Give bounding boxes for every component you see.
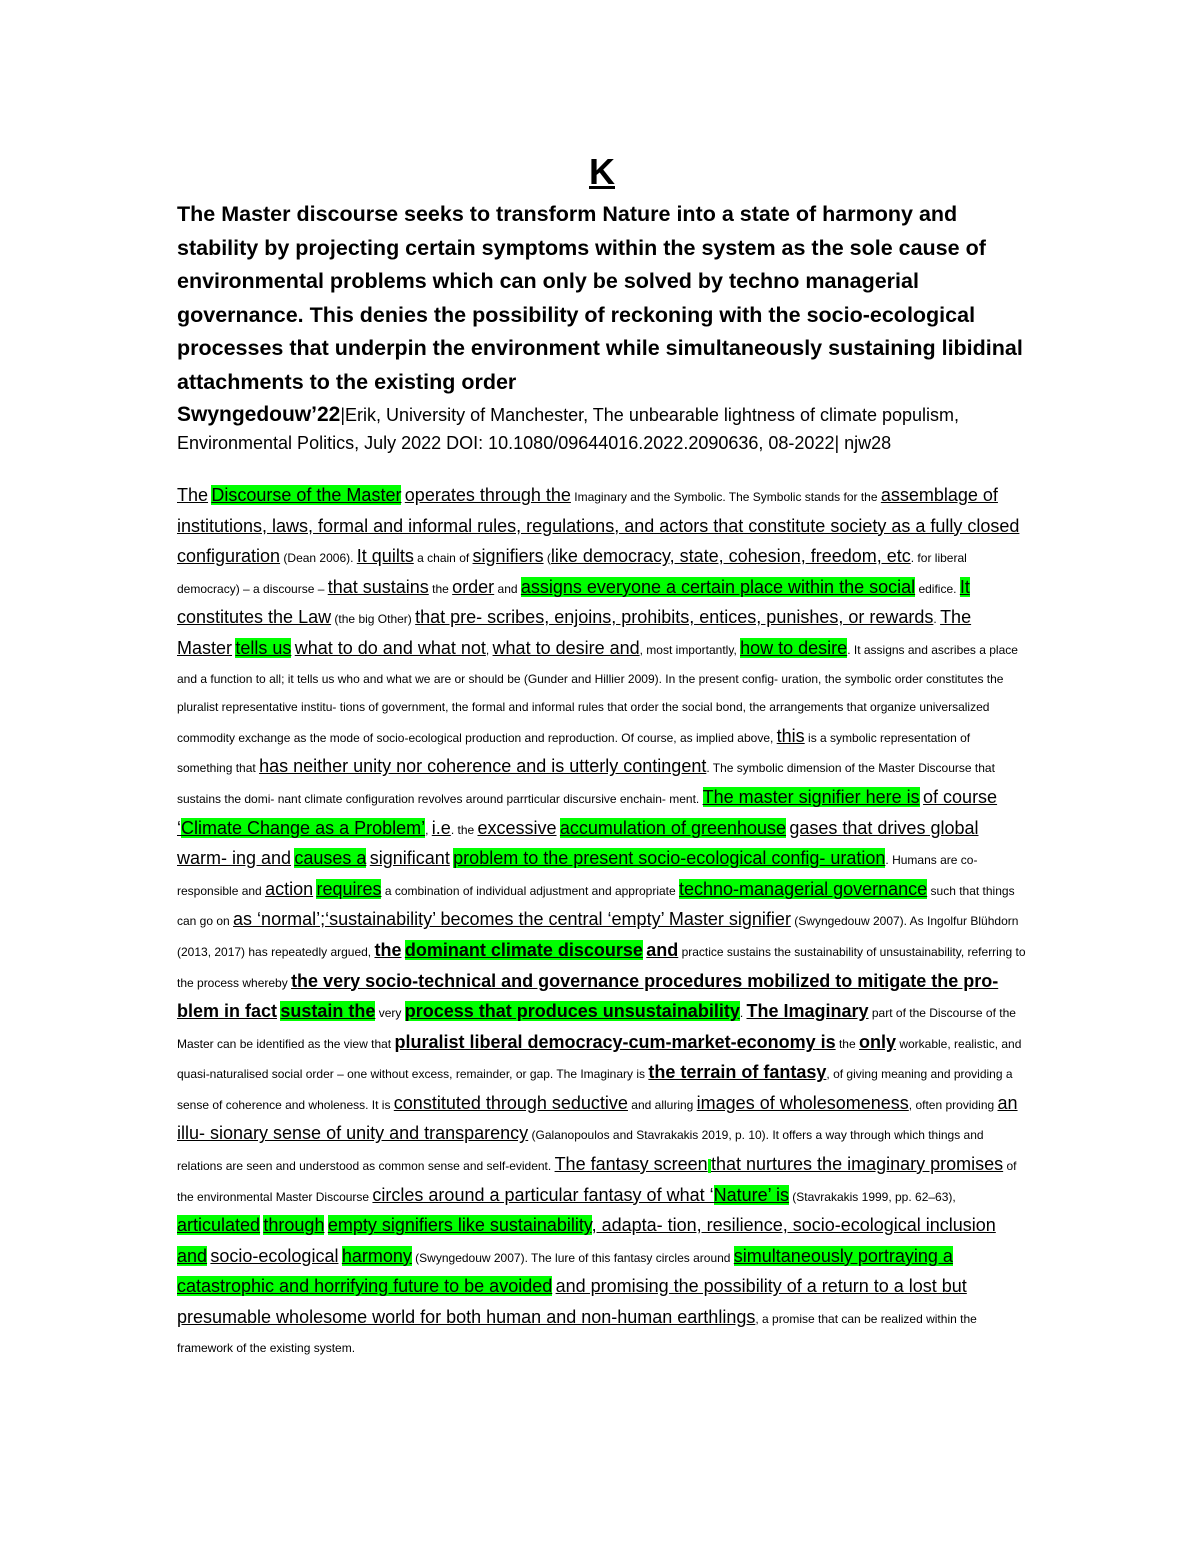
body-text-segment: (Stavrakakis 1999, pp. 62–63), bbox=[788, 1189, 956, 1204]
underlined-text: excessive bbox=[477, 817, 557, 838]
highlighted-text: assigns everyone a certain place within the social bbox=[520, 576, 916, 597]
underlined-text: what to do and what not bbox=[294, 637, 486, 658]
body-text-segment: ( bbox=[543, 551, 551, 566]
underlined-text: The Master bbox=[177, 607, 972, 658]
highlighted-text: Climate Change as a Problem’ bbox=[181, 817, 426, 838]
underlined-text: gases that drives global warm- ing and bbox=[177, 817, 979, 869]
underlined-text: images of wholesomeness bbox=[696, 1092, 909, 1113]
underlined-text: i.e bbox=[431, 817, 451, 838]
highlighted-emphasized-text: sustain the bbox=[280, 1001, 376, 1022]
highlighted-text: Nature’ is bbox=[713, 1184, 789, 1205]
underlined-text: an illu- sionary sense of unity and transparency bbox=[177, 1092, 1018, 1144]
highlighted-text: simultaneously portraying a catastrophic and horrifying future to be avoided bbox=[177, 1245, 953, 1297]
highlighted-text: problem to the present socio-ecological config- uration bbox=[453, 848, 886, 869]
emphasized-text: the terrain of fantasy bbox=[648, 1062, 827, 1083]
highlighted-text: Discourse of the Master bbox=[211, 485, 402, 505]
highlighted-text: causes a bbox=[294, 848, 367, 869]
highlighted-text: techno-managerial governance bbox=[679, 878, 928, 899]
underlined-text: this bbox=[776, 725, 805, 746]
highlighted-text: harmony bbox=[341, 1245, 412, 1266]
underlined-text: operates through the bbox=[404, 485, 571, 505]
underlined-text: what to desire and bbox=[492, 637, 640, 658]
citation-details: |Erik, University of Manchester, The unbearable lightness of climate populism, Environmental Politics, July 2022 DOI: 10.1080/09644016.2022.2090636, 08-2022| njw28 bbox=[177, 405, 960, 453]
underlined-text: circles around a particular fantasy of what ‘ bbox=[372, 1184, 714, 1205]
body-text-segment: . for liberal democracy) – a discourse – bbox=[177, 551, 967, 596]
body-text-segment: . Humans are co-responsible and bbox=[177, 853, 978, 898]
emphasized-text: the very socio-technical and governance procedures mobilized to mitigate the pro- blem in fact bbox=[177, 970, 999, 1022]
body-text-segment: such that things can go on bbox=[177, 883, 1015, 929]
highlighted-text: articulated bbox=[177, 1215, 261, 1236]
card-citation bbox=[177, 401, 1027, 457]
emphasized-text: the bbox=[374, 939, 402, 960]
body-text-segment: Imaginary and the Symbolic. The Symbolic stands for the bbox=[570, 490, 881, 504]
emphasized-text: pluralist liberal democracy-cum-market-economy is bbox=[394, 1031, 836, 1052]
emphasized-text: The Imaginary bbox=[746, 1001, 869, 1022]
underlined-text: signifiers bbox=[472, 546, 544, 567]
body-text-segment: , bbox=[485, 642, 493, 657]
body-text-segment: and bbox=[494, 581, 521, 596]
body-text-segment: (Swyngedouw 2007). The lure of this fantasy circles around bbox=[411, 1250, 734, 1265]
highlighted-text: and bbox=[177, 1245, 208, 1266]
document-page bbox=[177, 150, 1027, 1362]
body-text-segment: . It assigns and ascribes a place and a function to all; it tells us who and what we are or should be (Gunder and Hillier 2009). In the present config- uration, the symbolic order constitutes the pluralist representative institu- tions of government, the formal and informal rules that order the social bond, the arrangements that organize universalized commodity exchange as the mode of socio-ecological production and reproduction. Of course, as implied above, bbox=[177, 642, 1018, 745]
underlined-text: The fantasy screen bbox=[554, 1154, 708, 1175]
highlighted-text: how to desire bbox=[740, 637, 848, 658]
body-text-segment: practice sustains the sustainability of unsustainability, referring to the process whereby bbox=[177, 944, 1026, 990]
body-text-segment: (Swyngedouw 2007). As Ingolfur Blühdorn (2013, 2017) has repeatedly argued, bbox=[177, 914, 1019, 959]
underlined-text: that nurtures the imaginary promises bbox=[711, 1154, 1004, 1175]
body-text-segment: , of giving meaning and providing a sense of coherence and wholeness. It is bbox=[177, 1067, 1013, 1112]
underlined-text: socio-ecological bbox=[210, 1245, 339, 1266]
body-text-segment: (Dean 2006). bbox=[280, 551, 357, 566]
emphasized-text: only bbox=[858, 1031, 896, 1052]
emphasized-text: and bbox=[646, 939, 679, 960]
underlined-text: as ‘normal’;‘sustainability’ becomes the central ‘empty’ Master signifier bbox=[233, 909, 791, 930]
body-text-segment: of the environmental Master Discourse bbox=[177, 1159, 1017, 1204]
body-text-segment: is a symbolic representation of something that bbox=[177, 730, 971, 776]
card-title: K bbox=[589, 151, 615, 192]
underlined-text: action bbox=[265, 878, 314, 899]
body-text-segment: workable, realistic, and quasi-naturalised social order – one without excess, remainder, or gap. The Imaginary is bbox=[177, 1036, 1022, 1082]
underlined-text: significant bbox=[369, 848, 450, 869]
body-text-segment: and alluring bbox=[627, 1097, 697, 1112]
highlighted-text: through bbox=[263, 1215, 325, 1236]
underlined-text: , adapta- tion, resilience, socio-ecological inclusion bbox=[591, 1215, 996, 1236]
highlighted-text: tells us bbox=[235, 637, 292, 658]
underlined-text: assemblage of institutions, laws, formal and informal rules, regulations, and actors that constitute society as a fully closed configuration bbox=[177, 485, 1020, 567]
highlighted-text: empty signifiers like sustainability bbox=[327, 1215, 592, 1236]
body-text-segment: the bbox=[428, 581, 453, 596]
underlined-text: It quilts bbox=[356, 546, 414, 567]
body-text-segment: the bbox=[835, 1036, 859, 1051]
card-tag: The Master discourse seeks to transform Nature into a state of harmony and stability by projecting certain symptoms within the system as the sole cause of environmental problems which can only be solved by techno managerial governance. This denies the possibility of reckoning with the socio-ecological processes that underpin the environment while simultaneously sustaining libidinal attachments to the existing order bbox=[177, 202, 1023, 394]
body-text-segment: , bbox=[425, 822, 432, 837]
highlighted-emphasized-text: dominant climate discourse bbox=[404, 939, 643, 960]
highlighted-text: The master signifier here is bbox=[702, 786, 920, 807]
body-text-segment: . the bbox=[450, 822, 478, 837]
body-text-segment: (the big Other) bbox=[331, 612, 416, 627]
underlined-text: The bbox=[177, 485, 209, 505]
body-text-segment: part of the Discourse of the Master can be identified as the view that bbox=[177, 1006, 1016, 1051]
underlined-text: and promising the possibility of a return to a lost but presumable wholesome world for both human and non-human earthlings bbox=[177, 1276, 967, 1328]
body-text-segment: , a promise that can be realized within the framework of the existing system. bbox=[177, 1312, 977, 1355]
highlighted-text: It bbox=[959, 576, 970, 597]
body-text-segment: , most importantly, bbox=[639, 642, 741, 657]
body-text-segment: a combination of individual adjustment and appropriate bbox=[381, 883, 680, 898]
body-text-segment: . bbox=[739, 1006, 747, 1021]
underlined-text: constitutes the Law bbox=[177, 607, 332, 628]
highlighted-text: requires bbox=[316, 878, 382, 899]
underlined-text: has neither unity nor coherence and is utterly contingent bbox=[259, 756, 707, 777]
underlined-text: that pre- scribes, enjoins, prohibits, entices, punishes, or rewards bbox=[415, 607, 934, 628]
body-text-segment: very bbox=[375, 1006, 405, 1021]
body-text-segment: (Galanopoulos and Stavrakakis 2019, p. 10). It offers a way through which things and relations are seen and understood as common sense and self-evident. bbox=[177, 1128, 984, 1174]
card-body-text bbox=[177, 481, 1027, 1362]
underlined-text: like democracy, state, cohesion, freedom, etc bbox=[550, 546, 911, 567]
underlined-text: that sustains bbox=[327, 576, 429, 597]
body-text-segment: , often providing bbox=[908, 1097, 998, 1112]
underlined-text: order bbox=[452, 576, 495, 597]
underlined-text: constituted through seductive bbox=[393, 1092, 628, 1113]
underlined-text: of course ‘ bbox=[177, 786, 998, 838]
body-text-segment: edifice. bbox=[915, 581, 960, 596]
highlighted-text: accumulation of greenhouse bbox=[559, 817, 787, 838]
citation-author: Swyngedouw’22 bbox=[177, 403, 341, 426]
highlighted-emphasized-text: process that produces unsustainability bbox=[404, 1001, 740, 1022]
body-text-segment: a chain of bbox=[413, 551, 473, 566]
body-text-segment: . The symbolic dimension of the Master Discourse that sustains the domi- nant climate configuration revolves around parrticular discursive enchain- ment. bbox=[177, 761, 995, 806]
body-text-segment: . bbox=[933, 612, 941, 627]
